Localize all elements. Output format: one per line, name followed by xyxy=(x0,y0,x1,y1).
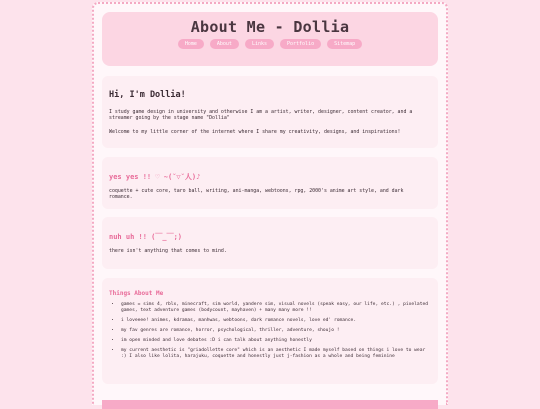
list-item: • games = sims 4, rblx, minecraft, sim world, yandere sim, visual novels (speak easy, our life, etc.) , pixelated games, text adventure games (bodycount, mayhaven) + many many more !! xyxy=(121,302,428,314)
intro-paragraph: I study game design in university and otherwise I am a artist, writer, designer, content creator, and a streamer going by the stage name "Dollia" xyxy=(109,109,413,121)
things-card xyxy=(102,278,438,384)
nav-bar xyxy=(102,39,438,49)
welcome-paragraph: Welcome to my little corner of the internet where I share my creativity, designs, and inspirations! xyxy=(109,129,401,135)
nav-about[interactable]: About xyxy=(210,39,239,49)
list-item: • my fav genres are romance, horror, psychological, thriller, adventure, shoujo ! xyxy=(121,328,428,334)
nav-sitemap[interactable]: Sitemap xyxy=(327,39,362,49)
page-container xyxy=(92,2,448,405)
nav-links[interactable]: Links xyxy=(245,39,274,49)
things-heading: Things About Me xyxy=(109,290,164,297)
things-list xyxy=(109,302,428,364)
intro-heading: Hi, I'm Dollia! xyxy=(109,90,186,100)
dislikes-text: there isn't anything that comes to mind. xyxy=(109,248,227,254)
likes-text: coquette + cute core, taro ball, writing, ani-manga, webtoons, rpg, 2000's anime art style, and dark romance. xyxy=(109,188,404,200)
list-item: • my current aesthetic is "griadollette core" which is an aesthetic I made myself based on things i love to wear :) I also like lolita, harajuku, coquette and honestly just j-fashion as a whole and being feminine xyxy=(121,348,428,360)
list-item: • i loveeee! animes, kdramas, manhwas, webtoons, dark romance novels, love ed' romance. xyxy=(121,318,428,324)
dislikes-card xyxy=(102,217,438,269)
nav-portfolio[interactable]: Portfolio xyxy=(280,39,321,49)
nav-home[interactable]: Home xyxy=(178,39,204,49)
likes-card xyxy=(102,157,438,209)
intro-card xyxy=(102,76,438,148)
list-item: • im open minded and love debates :D i can talk about anything honestly xyxy=(121,338,428,344)
header xyxy=(102,12,438,66)
likes-heading: yes yes !! ♡ ~(˘▽˘人)♪ xyxy=(109,173,201,181)
dislikes-heading: nuh uh !! (￣_￣;) xyxy=(109,233,183,241)
page-title: About Me - Dollia xyxy=(190,18,350,36)
